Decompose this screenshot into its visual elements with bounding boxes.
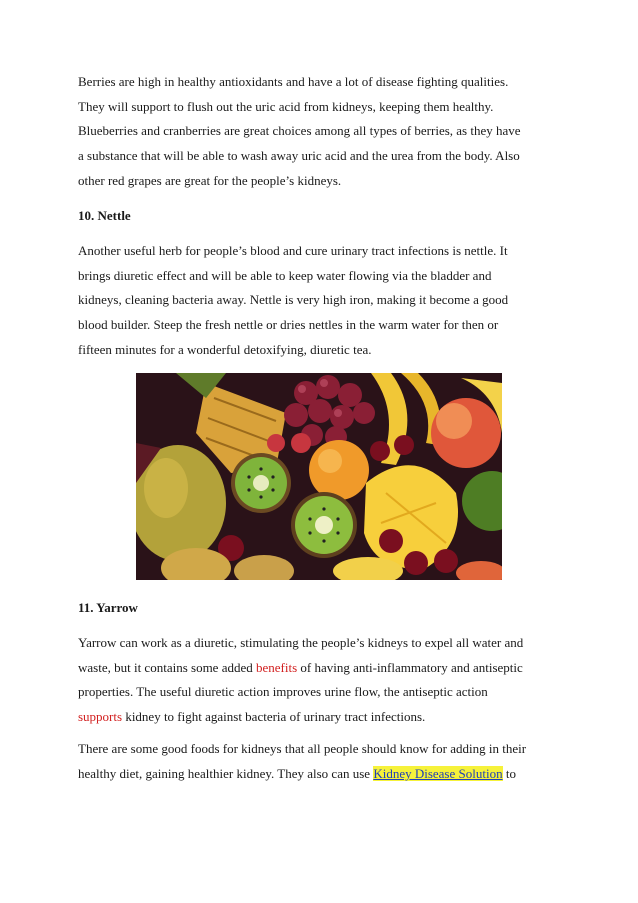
- text-fragment: waste, but it contains some added: [78, 659, 256, 675]
- text-fragment: of having anti-inflammatory and antiseptic: [297, 659, 523, 675]
- heading-nettle: 10. Nettle: [78, 208, 131, 223]
- text-line: fifteen minutes for a wonderful detoxifying, diuretic tea.: [78, 341, 372, 357]
- text-line: other red grapes are great for the people’s kidneys.: [78, 172, 342, 188]
- text-line: Another useful herb for people’s blood and cure urinary tract infections is nettle. It: [78, 243, 508, 258]
- text-fragment: healthy diet, gaining healthier kidney. They also can use: [78, 765, 374, 781]
- text-fragment: kidney to fight against bacteria of urinary tract infections.: [122, 709, 426, 725]
- text-line: a substance that will be able to wash away uric acid and the urea from the body. Also: [78, 148, 520, 164]
- text-line: Berries are high in healthy antioxidants and have a lot of disease fighting qualities.: [78, 74, 509, 89]
- kidney-disease-solution-link[interactable]: Kidney Disease Solution: [373, 765, 503, 781]
- closing-paragraph: [78, 737, 568, 786]
- supports-link[interactable]: supports: [78, 709, 123, 725]
- nettle-paragraph: [78, 239, 568, 363]
- text-line: properties. The useful diuretic action improves urine flow, the antiseptic action: [78, 684, 488, 700]
- yarrow-paragraph: [78, 631, 568, 730]
- text-line: [78, 762, 568, 787]
- benefits-link[interactable]: benefits: [256, 659, 298, 675]
- fruit-photo: [136, 373, 502, 580]
- berries-paragraph: [78, 70, 568, 194]
- fruit-illustration: [136, 373, 502, 580]
- text-fragment: to: [502, 765, 516, 781]
- text-line: They will support to flush out the uric acid from kidneys, keeping them healthy.: [78, 98, 494, 114]
- text-line: There are some good foods for kidneys that all people should know for adding in their: [78, 741, 527, 756]
- heading-yarrow: 11. Yarrow: [78, 600, 138, 615]
- text-line: kidneys, cleaning bacteria away. Nettle is very high iron, making it become a good: [78, 292, 509, 308]
- text-line: blood builder. Steep the fresh nettle or dries nettles in the warm water for then or: [78, 317, 499, 333]
- text-line: Yarrow can work as a diuretic, stimulating the people’s kidneys to expel all water and: [78, 635, 524, 650]
- text-line: brings diuretic effect and will be able to keep water flowing via the bladder and: [78, 267, 492, 283]
- text-line: [78, 705, 568, 730]
- text-line: Blueberries and cranberries are great choices among all types of berries, as they have: [78, 123, 521, 139]
- text-line: [78, 656, 568, 681]
